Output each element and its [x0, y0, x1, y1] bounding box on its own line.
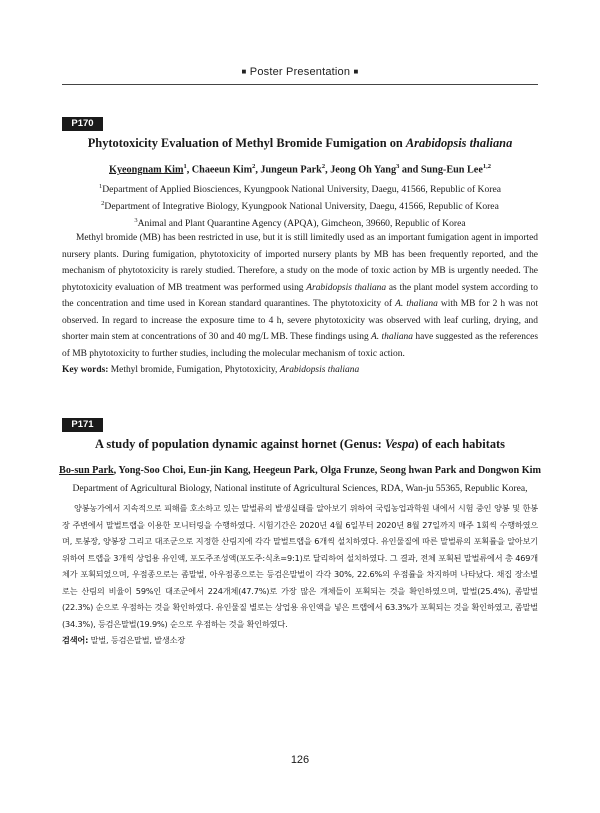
author-affiliation-mark: 2	[252, 163, 256, 170]
square-bullet-icon: ■	[353, 67, 359, 76]
author-list: Bo-sun Park, Yong-Soo Choi, Eun-jin Kang, Heegeun Park, Olga Frunze, Seong hwan Park and Dongwon Kim	[59, 465, 541, 476]
keywords: Key words: Methyl bromide, Fumigation, Phytotoxicity, Arabidopsis thaliana	[62, 365, 360, 376]
affiliation: $^2$Department of Integrative Biology, Kyungpook National University, Daegu, 41566, Republic of Korea	[101, 200, 499, 213]
author-name: Chaeeun Kim	[191, 164, 253, 176]
abstract: Methyl bromide (MB) has been restricted in use, but it is still limitedly used as an important fumigation agent in imported nursery plants. During fumigation, phytotoxicity of imported nursery plants by MB has been frequently reported, and the mechanism of phytotoxicity is rarely studied. Therefore, a study on the mode of toxic action by MB is urgently needed. The phytotoxicity evaluation of MB treatment was performed using Arabidopsis thaliana as the plant model system according to the concentration and time used in Korean standard quarantines. The phytotoxicity of A. thaliana with MB for 2 h was not observed. In regard to increase the exposure time to 4 h, severe phytotoxicity was observed with leaf curling, drying, and shorter main stem at concentrations of 30 and 40 mg/L MB. These findings using A. thaliana have suggested as the references of MB phytotoxicity to further studies, including the molecular mechanism of toxic action. Key words: Methyl bromide, Fumigation, Phytotoxicity, Arabidopsis thaliana	[62, 230, 538, 379]
page-number: 126	[290, 754, 310, 766]
author-list: Kyeongnam Kim$^1$, Chaeeun Kim$^2$, Jungeun Park$^2$, Jeong Oh Yang$^3$ and Sung-Eun Lee$^{1,2}$	[109, 163, 491, 176]
affiliation: Department of Agricultural Biology, National institute of Agricultural Sciences, RDA, Wan-ju 55365, Republic Korea,	[72, 483, 528, 494]
poster-title: Phytotoxicity Evaluation of Methyl Bromide Fumigation on Arabidopsis thaliana	[87, 136, 513, 150]
author-affiliation-mark: 2	[321, 163, 326, 170]
affiliation: $^1$Department of Applied Biosciences, Kyungpook National University, Daegu, 41566, Republic of Korea	[98, 183, 501, 196]
poster-title: A study of population dynamic against hornet (Genus: Vespa) of each habitats	[95, 437, 505, 451]
poster-tag: P170	[62, 117, 103, 131]
square-bullet-icon: ■	[241, 67, 247, 76]
author-affiliation-mark: 3	[396, 163, 400, 170]
author-affiliation-mark: 1	[183, 163, 187, 170]
affiliation: $^3$Animal and Plant Quarantine Agency (APQA), Gimcheon, 39660, Republic of Korea	[134, 217, 466, 230]
author-name: Jungeun Park	[260, 164, 322, 176]
author-affiliation-mark: 1,2	[482, 163, 491, 170]
header-text: Poster Presentation	[249, 66, 351, 78]
affiliation-list	[40, 180, 560, 232]
author-name: Kyeongnam Kim	[109, 164, 184, 176]
running-header	[0, 66, 600, 78]
author-name: Jeong Oh Yang	[330, 164, 397, 176]
abstract: 양봉농가에서 지속적으로 피해를 호소하고 있는 말벌류의 발생실태를 알아보기 위하여 국립농업과학원 내에서 시험 중인 양봉 및 한봉장 주변에서 말벌트랩을 이용한 모니터링을 수행하였다. 시험기간은 2020년 4월 6일부터 2020년 8월 27일까지 매주 1회씩 수행하였으며, 토봉장, 양봉장 그리고 대조군으로 지정한 산림지에 각각 말벌트랩을 6개씩 설치하였다. 유인물질에 따른 말벌류의 포획률을 알아보기 위하여 트랩을 3개씩 상업용 유인액, 포도주조성액(포도주:식초=9:1)로 달리하여 설치하였다. 그 결과, 전체 포획된 말벌류에서 총 469개체가 포획되었으며, 우점종으로는 좀말벌, 아우점종으로는 등검은말벌이 각각 30%, 22.6%의 우점률을 차지하며 나타났다. 채집 장소별로는 산림의 비율이 59%인 대조군에서 224개체(47.7%)로 가장 많은 개체들이 포획되는 것을 확인하였으며, 말벌(25.4%), 좀말벌(22.3%) 순으로 우점하는 것을 확인하였다. 유인물질 별로는 상업용 유인액을 넣은 트랩에서 63.3%가 포획되는 것을 확인하였고, 좀말벌(34.3%), 등검은말벌(19.9%) 순으로 우점하는 것을 확인하였다. 검색어: 말벌, 등검은말벌, 발생소장	[62, 500, 538, 649]
keywords: 검색어: 말벌, 등검은말벌, 발생소장	[62, 635, 186, 646]
author-name: Sung-Eun Lee	[420, 164, 483, 176]
header-rule	[62, 84, 538, 85]
poster-tag: P171	[62, 418, 103, 432]
